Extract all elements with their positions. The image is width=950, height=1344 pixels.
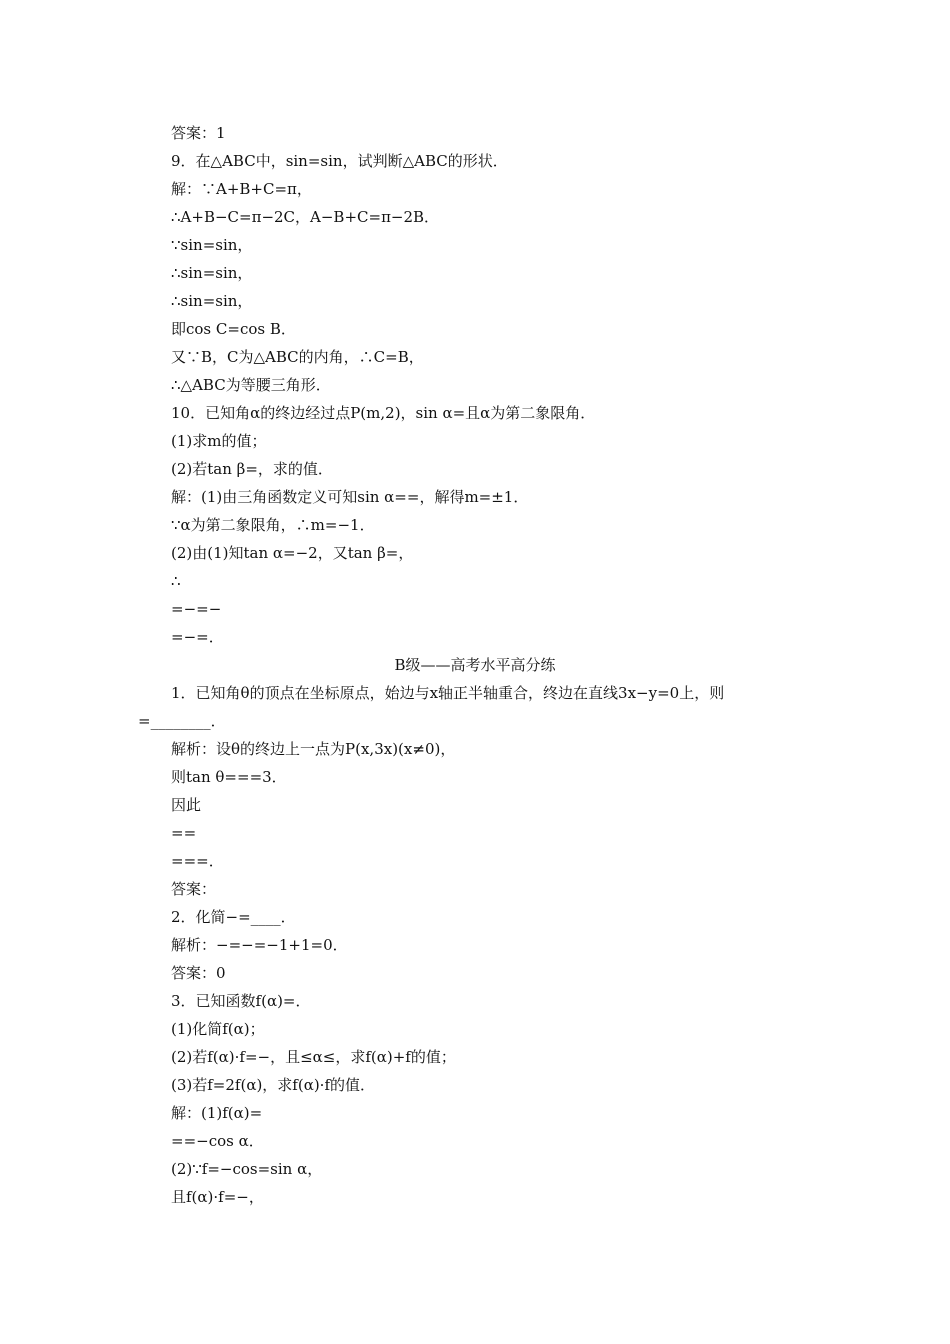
solution-line: 解：∵A+B+C=π， xyxy=(171,180,312,198)
problem-10-statement: 10．已知角α的终边经过点P(m,2)，sin α=且α为第二象限角． xyxy=(171,404,596,422)
answer-line: 答案：1 xyxy=(171,124,226,142)
solution-line: ∵α为第二象限角，∴m=−1． xyxy=(171,516,375,534)
problem-b2-statement: 2．化简−=____． xyxy=(171,908,296,926)
solution-line: =−=． xyxy=(171,628,224,646)
problem-b3-part-2: (2)若f(α)·f=−，且≤α≤，求f(α)+f的值； xyxy=(171,1048,456,1066)
analysis-line: 解析：−=−=−1+1=0． xyxy=(171,936,348,954)
solution-line: ∴A+B−C=π−2C，A−B+C=π−2B． xyxy=(171,208,440,226)
solution-line: 解：(1)f(α)= xyxy=(171,1104,263,1122)
problem-9-statement: 9．在△ABC中，sin=sin，试判断△ABC的形状． xyxy=(171,152,508,170)
analysis-line: ===． xyxy=(171,852,224,870)
solution-line: 即cos C=cos B． xyxy=(171,320,296,338)
solution-line: =−=− xyxy=(171,600,222,618)
problem-b3-statement: 3．已知函数f(α)=． xyxy=(171,992,311,1010)
problem-b1-statement: 1．已知角θ的顶点在坐标原点，始边与x轴正半轴重合，终边在直线3x−y=0上，则 xyxy=(171,684,725,702)
solution-line: ∴△ABC为等腰三角形． xyxy=(171,376,331,394)
solution-line: ∴sin=sin， xyxy=(171,264,253,282)
problem-b1-blank: =________． xyxy=(138,712,226,730)
section-heading: B级——高考水平高分练 xyxy=(394,656,556,674)
answer-line: 答案： xyxy=(171,880,217,898)
problem-b3-part-3: (3)若f=2f(α)，求f(α)·f的值． xyxy=(171,1076,376,1094)
problem-10-part-2: (2)若tan β=，求的值． xyxy=(171,460,333,478)
solution-line: ∴sin=sin， xyxy=(171,292,253,310)
analysis-line: == xyxy=(171,824,197,842)
solution-line: 且f(α)·f=−， xyxy=(171,1188,264,1206)
solution-line: 解：(1)由三角函数定义可知sin α==，解得m=±1． xyxy=(171,488,529,506)
analysis-line: 因此 xyxy=(171,796,202,814)
solution-line: (2)由(1)知tan α=−2，又tan β=， xyxy=(171,544,414,562)
solution-line: ∵sin=sin， xyxy=(171,236,253,254)
problem-10-part-1: (1)求m的值； xyxy=(171,432,267,450)
solution-line: (2)∵f=−cos=sin α， xyxy=(171,1160,323,1178)
solution-line: 又∵B，C为△ABC的内角，∴C=B， xyxy=(171,348,424,366)
answer-line: 答案：0 xyxy=(171,964,226,982)
problem-b3-part-1: (1)化简f(α)； xyxy=(171,1020,265,1038)
solution-line: ==−cos α． xyxy=(171,1132,264,1150)
solution-line: ∴ xyxy=(171,572,181,590)
analysis-line: 则tan θ===3． xyxy=(171,768,287,786)
analysis-line: 解析：设θ的终边上一点为P(x,3x)(x≠0)， xyxy=(171,740,456,758)
